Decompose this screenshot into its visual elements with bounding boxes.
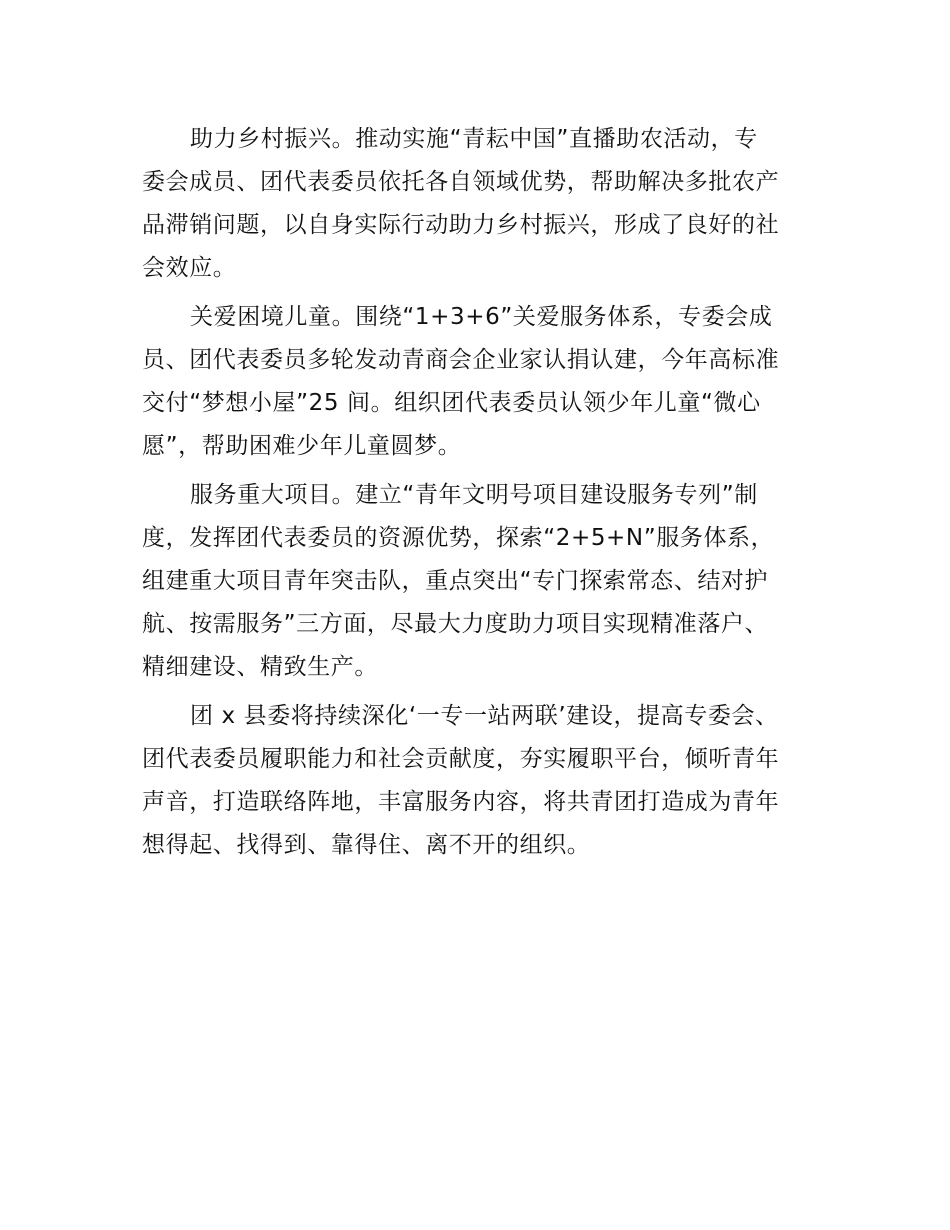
document-body	[142, 118, 812, 873]
paragraph-line: 愿”，帮助困难少年儿童圆梦。	[142, 433, 462, 459]
paragraph-line: 服务重大项目。建立“青年文明号项目建设服务专列”制	[190, 482, 758, 508]
paragraph-line: 航、按需服务”三方面，尽最大力度助力项目实现精准落户、	[142, 611, 769, 637]
paragraph-line: 交付“梦想小屋”25 间。组织团代表委员认领少年儿童“微心	[142, 390, 761, 416]
paragraph-line: 品滞销问题，以自身实际行动助力乡村振兴，形成了良好的社	[142, 212, 780, 238]
paragraph-children-care	[142, 296, 812, 468]
paragraph-line: 组建重大项目青年突击队，重点突出“专门探索常态、结对护	[142, 568, 769, 594]
paragraph-line: 关爱困境儿童。围绕“1+3+6”关爱服务体系，专委会成	[190, 304, 773, 330]
paragraph-line: 精细建设、精致生产。	[142, 654, 378, 680]
paragraph-line: 度，发挥团代表委员的资源优势，探索“2+5+N”服务体系，	[142, 525, 775, 551]
paragraph-line: 员、团代表委员多轮发动青商会企业家认捐认建，今年高标准	[142, 347, 780, 373]
paragraph-line: 声音，打造联络阵地，丰富服务内容，将共青团打造成为青年	[142, 789, 780, 815]
paragraph-conclusion	[142, 695, 812, 867]
paragraph-line: 团 x 县委将持续深化‘一专一站两联’建设，提高专委会、	[190, 703, 779, 729]
paragraph-line: 会效应。	[142, 255, 237, 281]
paragraph-rural-revitalization	[142, 118, 812, 290]
paragraph-line: 助力乡村振兴。推动实施“青耘中国”直播助农活动，专	[190, 126, 758, 152]
paragraph-line: 团代表委员履职能力和社会贡献度，夯实履职平台，倾听青年	[142, 746, 780, 772]
paragraph-line: 想得起、找得到、靠得住、离不开的组织。	[142, 832, 591, 858]
paragraph-major-projects	[142, 474, 812, 689]
paragraph-line: 委会成员、团代表委员依托各自领域优势，帮助解决多批农产	[142, 169, 780, 195]
